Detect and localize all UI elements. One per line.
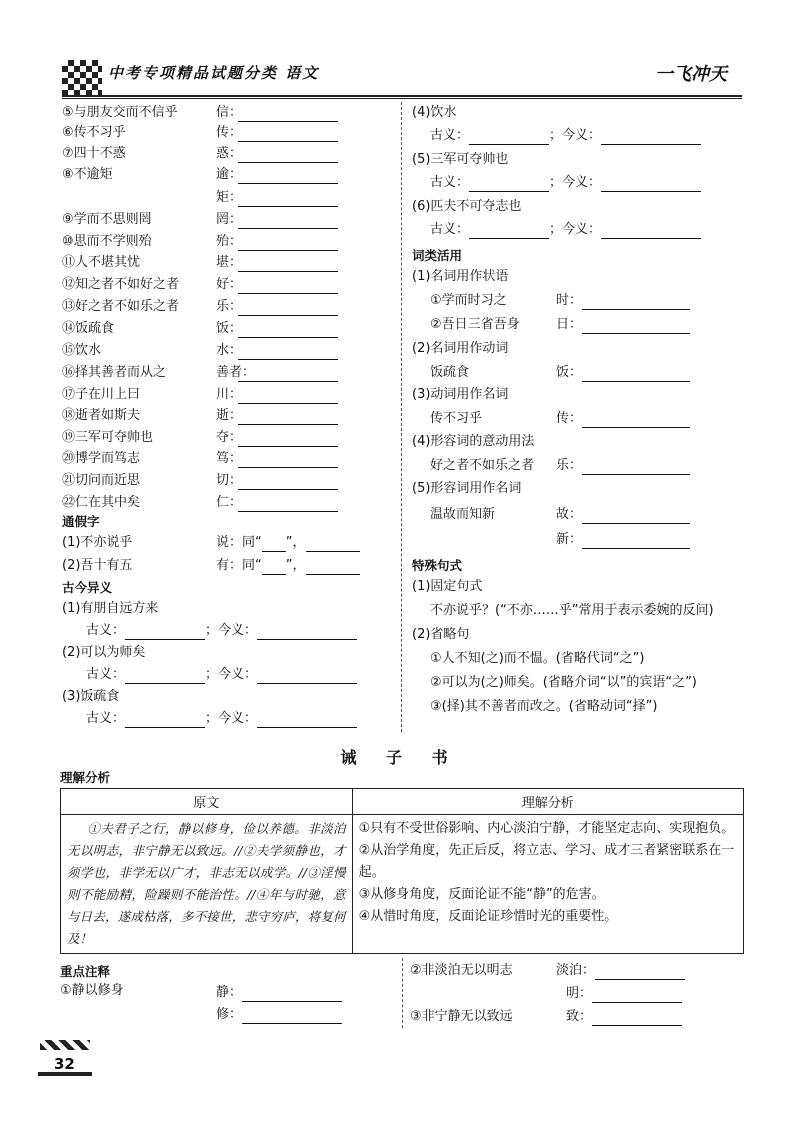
huoyong-answer: 日： (556, 316, 690, 334)
answer-blank[interactable] (238, 148, 338, 163)
vocab-sentence: ⑳博学而笃志 (62, 451, 141, 466)
tongjia-answer-2: 有：同“ ”， (216, 557, 360, 575)
vocab-key: 逝： (216, 408, 243, 423)
vocab-answer (216, 386, 338, 404)
vocab-sentence: ⑯择其善者而从之 (62, 365, 167, 380)
vocab-key: 逾： (216, 167, 243, 182)
vocab-sentence: ⑩思而不学则殆 (62, 234, 152, 249)
answer-blank[interactable] (582, 413, 690, 428)
answer-blank[interactable] (582, 319, 690, 334)
answer-blank[interactable] (469, 177, 549, 192)
teshu-example: 不亦说乎？(“不亦……乎”常用于表示委婉的反问) (430, 603, 714, 618)
answer-blank[interactable] (257, 713, 357, 728)
answer-blank[interactable] (238, 279, 338, 294)
vocab-key: 川： (216, 387, 243, 402)
vocab-key: 矩： (216, 190, 243, 205)
note-answer: 修： (216, 1006, 342, 1024)
answer-blank[interactable] (238, 453, 338, 468)
answer-blank[interactable] (469, 130, 549, 145)
answer-blank[interactable] (262, 560, 286, 575)
answer-blank[interactable] (582, 295, 690, 310)
answer-blank[interactable] (238, 214, 338, 229)
answer-blank[interactable] (238, 257, 338, 272)
answer-blank[interactable] (238, 301, 338, 316)
analysis-point: ④从惜时角度，反面论证珍惜时光的重要性。 (358, 909, 618, 924)
answer-blank[interactable] (582, 509, 690, 524)
notes-heading: 重点注释 (60, 964, 111, 979)
answer-blank[interactable] (238, 345, 338, 360)
answer-blank[interactable] (262, 537, 286, 552)
answer-blank[interactable] (592, 988, 682, 1003)
vocab-answer (216, 276, 338, 294)
gujin-heading: 古今异义 (62, 580, 113, 595)
answer-blank[interactable] (582, 367, 690, 382)
vocab-key: 夺： (216, 430, 243, 445)
answer-blank[interactable] (238, 169, 338, 184)
notes-divider (402, 958, 403, 1028)
answer-blank[interactable] (238, 497, 338, 512)
teshu-example: ③(择)其不善者而改之。(省略动词“择”) (430, 699, 658, 714)
answer-blank[interactable] (601, 177, 701, 192)
huoyong-answer: 传： (556, 410, 690, 428)
note-answer: 致： (566, 1008, 682, 1026)
answer-blank[interactable] (238, 410, 338, 425)
answer-blank[interactable] (601, 224, 701, 239)
tongjia-heading: 通假字 (62, 514, 100, 529)
vocab-sentence: ⑰子在川上曰 (62, 387, 141, 402)
answer-blank[interactable] (125, 713, 205, 728)
huoyong-example: 饭疏食 (430, 365, 470, 380)
vocab-answer (216, 364, 338, 382)
gujin-answer-1: 古义： ；今义： (86, 622, 357, 640)
answer-blank[interactable] (238, 127, 338, 142)
vocab-key: 信： (216, 105, 243, 120)
answer-blank[interactable] (238, 107, 338, 122)
gujin-item-1: (1)有朋自远方来 (62, 601, 159, 616)
gujin-item-6: (6)匹夫不可夺志也 (412, 199, 522, 214)
answer-blank[interactable] (582, 534, 690, 549)
vocab-sentence: ⑫知之者不如好之者 (62, 277, 180, 292)
vocab-sentence: ⑬好之者不如乐之者 (62, 299, 180, 314)
gujin-item-4: (4)饮水 (412, 105, 457, 120)
answer-blank[interactable] (125, 625, 205, 640)
analysis-text (352, 815, 743, 954)
huoyong-group-4: (4)形容词的意动用法 (412, 434, 535, 449)
vocab-answer (216, 104, 338, 122)
header-checker-logo (62, 60, 102, 96)
header-title: 中考专项精品试题分类 语文 (108, 64, 320, 82)
vocab-key: 好： (216, 277, 243, 292)
huoyong-example: 传不习乎 (430, 411, 483, 426)
note-item: ②非淡泊无以明志 (410, 963, 513, 978)
vocab-key: 水： (216, 343, 243, 358)
vocab-key: 堪： (216, 255, 243, 270)
table-header-analysis: 理解分析 (352, 789, 743, 815)
teshu-example: ①人不知(之)而不愠。(省略代词“之”) (430, 651, 645, 666)
vocab-answer (216, 233, 338, 251)
column-divider (401, 102, 402, 732)
teshu-example: ②可以为(之)师矣。(省略介词“以”的宾语“之”) (430, 675, 697, 690)
analysis-point: ②从治学角度，先正后反，将立志、学习、成才三者紧密联系在一起。 (358, 843, 735, 880)
vocab-answer (216, 450, 338, 468)
vocab-answer (216, 124, 338, 142)
teshu-heading: 特殊句式 (412, 558, 463, 573)
note-answer: 静： (216, 984, 342, 1002)
vocab-key: 仁： (216, 495, 243, 510)
huoyong-example: ②吾日三省吾身 (430, 317, 520, 332)
vocab-key: 传： (216, 125, 243, 140)
answer-blank[interactable] (257, 625, 357, 640)
answer-blank[interactable] (238, 367, 338, 382)
teshu-group-2: (2)省略句 (412, 627, 470, 642)
vocab-answer (216, 145, 338, 163)
huoyong-example: 温故而知新 (430, 507, 496, 522)
vocab-key: 惑： (216, 146, 243, 161)
analysis-point: ①只有不受世俗影响、内心淡泊宁静，才能坚定志向、实现抱负。 (358, 821, 735, 836)
answer-blank[interactable] (306, 560, 360, 575)
answer-blank[interactable] (257, 669, 357, 684)
vocab-answer (216, 429, 338, 447)
huoyong-group-1: (1)名词用作状语 (412, 269, 509, 284)
huoyong-group-3: (3)动词用作名词 (412, 387, 509, 402)
page-badge-stripes (40, 1040, 90, 1050)
page-number: 32 (54, 1055, 75, 1073)
vocab-sentence: ⑮饮水 (62, 343, 102, 358)
answer-blank[interactable] (242, 987, 342, 1002)
table-header-original: 原文 (61, 789, 353, 815)
tongjia-item-2: (2)吾十有五 (62, 558, 133, 573)
answer-blank[interactable] (125, 669, 205, 684)
gujin-answer-6: 古义： ；今义： (430, 221, 701, 239)
answer-blank[interactable] (306, 537, 360, 552)
vocab-sentence: ⑲三军可夺帅也 (62, 430, 154, 445)
huoyong-example: ①学而时习之 (430, 293, 507, 308)
vocab-answer (216, 166, 338, 184)
vocab-answer (216, 407, 338, 425)
gujin-answer-4: 古义： ；今义： (430, 127, 701, 145)
vocab-sentence: ⑱逝者如斯夫 (62, 408, 141, 423)
analysis-point: ③从修身角度，反面论证不能“静”的危害。 (358, 887, 605, 902)
huoyong-answer: 时： (556, 292, 690, 310)
analysis-heading: 理解分析 (60, 770, 111, 785)
huoyong-group-5: (5)形容词用作名词 (412, 481, 522, 496)
vocab-sentence: ⑦四十不惑 (62, 146, 126, 161)
vocab-key: 殆： (216, 234, 243, 249)
vocab-sentence: ⑧不逾矩 (62, 167, 113, 182)
vocab-answer (216, 189, 338, 207)
gujin-item-2: (2)可以为师矣 (62, 645, 146, 660)
analysis-table (60, 788, 744, 954)
vocab-answer (216, 254, 338, 272)
gujin-answer-3: 古义： ；今义： (86, 710, 357, 728)
answer-blank[interactable] (238, 432, 338, 447)
answer-blank[interactable] (469, 224, 549, 239)
answer-blank[interactable] (595, 965, 685, 980)
huoyong-answer: 饭： (556, 364, 690, 382)
vocab-key: 切： (216, 473, 243, 488)
section-title: 诫 子 书 (340, 748, 460, 767)
tongjia-item-1: (1)不亦说乎 (62, 535, 133, 550)
vocab-key: 笃： (216, 451, 243, 466)
note-answer: 淡泊： (556, 962, 685, 980)
tongjia-answer-1: 说：同“ ”， (216, 534, 360, 552)
vocab-answer (216, 494, 338, 512)
answer-blank[interactable] (238, 323, 338, 338)
header-rule-thin (62, 98, 742, 99)
vocab-answer (216, 211, 338, 229)
vocab-key: 饭： (216, 321, 243, 336)
answer-blank[interactable] (238, 475, 338, 490)
vocab-key: 罔： (216, 212, 243, 227)
vocab-answer (216, 320, 338, 338)
header-brand: 一飞冲天 (655, 64, 727, 85)
huoyong-answer: 新： (556, 531, 690, 549)
vocab-answer (216, 342, 338, 360)
vocab-sentence: ㉒仁在其中矣 (62, 495, 141, 510)
gujin-answer-2: 古义： ；今义： (86, 666, 357, 684)
huoyong-answer: 故： (556, 506, 690, 524)
vocab-sentence: ⑤与朋友交而不信乎 (62, 105, 178, 120)
answer-blank[interactable] (238, 192, 338, 207)
original-text: ①夫君子之行，静以修身，俭以养德。非淡泊无以明志，非宁静无以致远。//②夫学须静也，才须学也，非学无以广才，非志无以成学。//③淫慢则不能励精，险躁则不能治性。//④年与时驰，意与日去，遂成枯落，多不接世，悲守穷庐，将复何及！ (61, 815, 353, 954)
huoyong-example: 好之者不如乐之者 (430, 458, 535, 473)
vocab-sentence: ⑨学而不思则罔 (62, 212, 152, 227)
huoyong-group-2: (2)名词用作动词 (412, 341, 509, 356)
huoyong-answer: 乐： (556, 457, 690, 475)
answer-blank[interactable] (238, 389, 338, 404)
answer-blank[interactable] (238, 236, 338, 251)
teshu-group-1: (1)固定句式 (412, 579, 483, 594)
gujin-item-3: (3)饭疏食 (62, 689, 120, 704)
gujin-answer-5: 古义： ；今义： (430, 174, 701, 192)
answer-blank[interactable] (592, 1011, 682, 1026)
answer-blank[interactable] (601, 130, 701, 145)
note-item: ①静以修身 (60, 983, 124, 998)
vocab-key: 善者： (216, 365, 256, 380)
gujin-item-5: (5)三军可夺帅也 (412, 152, 509, 167)
note-item: ③非宁静无以致远 (410, 1009, 513, 1024)
note-answer: 明： (566, 985, 682, 1003)
vocab-answer (216, 298, 338, 316)
vocab-key: 乐： (216, 299, 243, 314)
answer-blank[interactable] (242, 1009, 342, 1024)
huoyong-heading: 词类活用 (412, 248, 463, 263)
vocab-sentence: ⑭饭疏食 (62, 321, 115, 336)
vocab-sentence: ⑪人不堪其忧 (62, 255, 141, 270)
header-rule (62, 95, 742, 97)
vocab-sentence: ㉑切问而近思 (62, 473, 141, 488)
vocab-answer (216, 472, 338, 490)
answer-blank[interactable] (582, 460, 690, 475)
vocab-sentence: ⑥传不习乎 (62, 125, 126, 140)
